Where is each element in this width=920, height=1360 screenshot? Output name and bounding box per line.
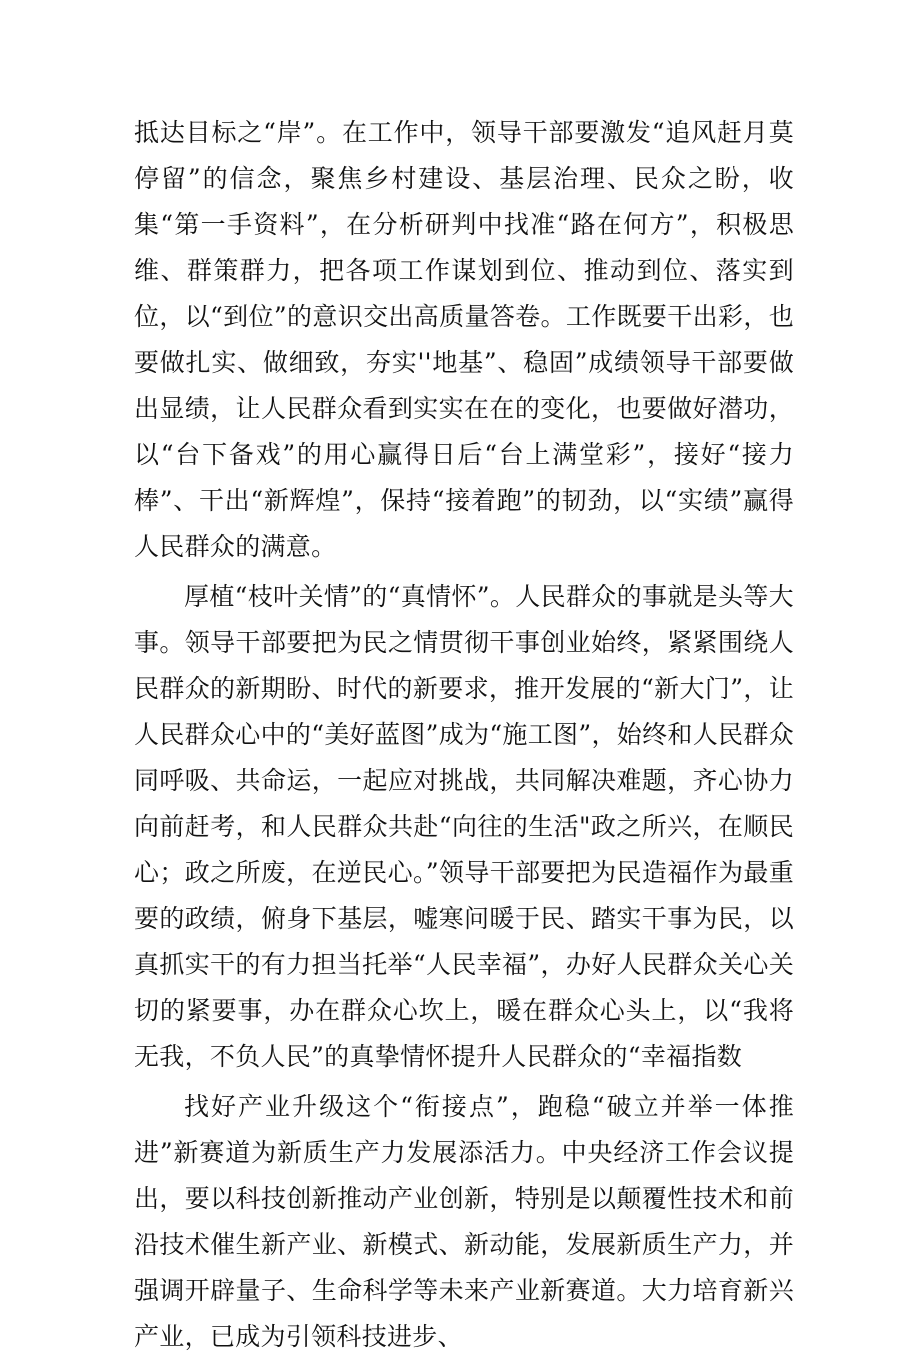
document-body [134, 110, 794, 1360]
paragraph-1: 抵达目标之“岸”。在工作中，领导干部要激发“追风赶月莫停留”的信念，聚焦乡村建设、基层治理、民众之盼，收集“第一手资料”，在分析研判中找准“路在何方”，积极思维、群策群力，把各项工作谋划到位、推动到位、落实到位，以“到位”的意识交出高质量答卷。工作既要干出彩，也要做扎实、做细致，夯实''地基”、稳固”成绩领导干部要做出显绩，让人民群众看到实实在在的变化，也要做好潜功，以“台下备戏”的用心赢得日后“台上满堂彩”，接好“接力棒”、干出“新辉煌”，保持“接着跑”的韧劲，以“实绩”赢得人民群众的满意。 [134, 118, 794, 561]
paragraph-3: 找好产业升级这个“衔接点”，跑稳“破立并举一体推进”新赛道为新质生产力发展添活力。中央经济工作会议提出，要以科技创新推动产业创新，特别是以颠覆性技术和前沿技术催生新产业、新模式、新动能，发展新质生产力，并强调开辟量子、生命科学等未来产业新赛道。大力培育新兴产业，已成为引领科技进步、 [134, 1092, 794, 1351]
paragraph-2: 厚植“枝叶关情”的“真情怀”。人民群众的事就是头等大事。领导干部要把为民之情贯彻干事创业始终，紧紧围绕人民群众的新期盼、时代的新要求，推开发展的“新大门”，让人民群众心中的“美好蓝图”成为“施工图”，始终和人民群众同呼吸、共命运，一起应对挑战，共同解决难题，齐心协力向前赶考，和人民群众共赴“向往的生活"政之所兴，在顺民心；政之所废，在逆民心。”领导干部要把为民造福作为最重要的政绩，俯身下基层，嘘寒问暖于民、踏实干事为民，以真抓实干的有力担当托举“人民幸福”，办好人民群众关心关切的紧要事，办在群众心坎上，暖在群众心头上，以“我将无我，不负人民”的真挚情怀提升人民群众的“幸福指数 [134, 582, 794, 1071]
